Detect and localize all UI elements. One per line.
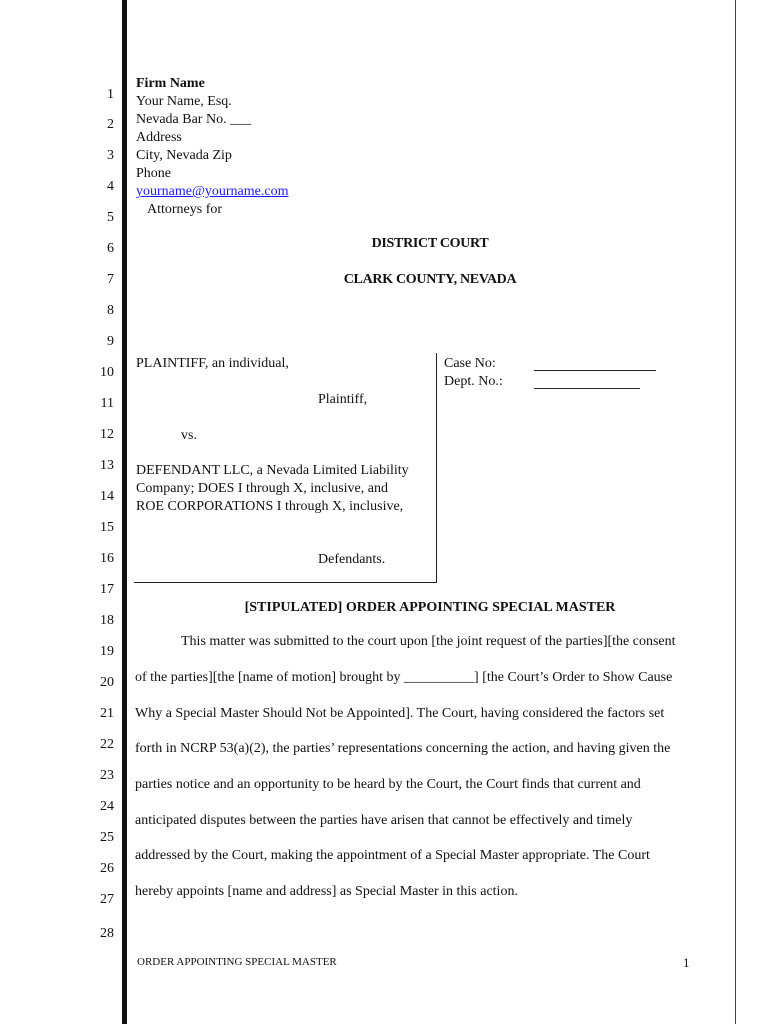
line-number: 11 <box>100 396 114 411</box>
line-number: 21 <box>100 706 114 721</box>
plaintiff-name: PLAINTIFF, an individual, <box>136 356 289 371</box>
defendant-line-3: ROE CORPORATIONS I through X, inclusive, <box>136 499 404 514</box>
attorney-name: Your Name, Esq. <box>136 94 232 109</box>
defendant-line-1: DEFENDANT LLC, a Nevada Limited Liability <box>136 463 409 478</box>
case-number-blank <box>534 355 656 371</box>
right-margin-rule <box>735 0 736 1024</box>
court-county: CLARK COUNTY, NEVADA <box>343 272 517 287</box>
defendant-role: Defendants. <box>318 552 386 567</box>
firm-city: City, Nevada Zip <box>136 148 232 163</box>
line-number: 4 <box>107 179 114 194</box>
line-number-clipped <box>88 922 118 941</box>
line-number: 9 <box>107 334 114 349</box>
line-number: 1 <box>107 87 114 102</box>
dept-number-label: Dept. No.: <box>444 374 503 389</box>
body-line-2: of the parties][the [name of motion] brought by __________] [the Court’s Order to Show Cause <box>135 670 673 685</box>
line-number: 17 <box>100 582 114 597</box>
line-number: 16 <box>100 551 114 566</box>
page-number: 1 <box>683 955 690 970</box>
caption-divider-horizontal <box>134 582 437 583</box>
line-number: 24 <box>100 799 114 814</box>
case-number-label: Case No: <box>444 356 496 371</box>
line-number: 28 <box>100 926 114 941</box>
firm-address: Address <box>136 130 182 145</box>
line-number: 10 <box>100 365 114 380</box>
line-number: 20 <box>100 675 114 690</box>
line-number: 19 <box>100 644 114 659</box>
dept-number-blank <box>534 373 640 389</box>
caption-divider-vertical <box>436 353 437 583</box>
line-number: 18 <box>100 613 114 628</box>
line-number: 15 <box>100 520 114 535</box>
line-number: 26 <box>100 861 114 876</box>
line-number: 22 <box>100 737 114 752</box>
line-number: 25 <box>100 830 114 845</box>
document-title: [STIPULATED] ORDER APPOINTING SPECIAL MASTER <box>244 600 616 615</box>
firm-phone: Phone <box>136 166 171 181</box>
body-line-1: This matter was submitted to the court upon [the joint request of the parties][the consent <box>181 634 676 649</box>
plaintiff-role: Plaintiff, <box>318 392 368 407</box>
left-margin-rule <box>122 0 127 1024</box>
line-number: 27 <box>100 892 114 907</box>
court-name: DISTRICT COURT <box>371 236 489 251</box>
line-number: 13 <box>100 458 114 473</box>
line-number: 7 <box>107 272 114 287</box>
line-number: 8 <box>107 303 114 318</box>
defendant-line-2: Company; DOES I through X, inclusive, and <box>136 481 388 496</box>
email-link[interactable]: yourname@yourname.com <box>136 184 289 199</box>
body-line-4: forth in NCRP 53(a)(2), the parties’ representations concerning the action, and having given the <box>135 741 671 756</box>
body-line-7: addressed by the Court, making the appointment of a Special Master appropriate. The Court <box>135 848 650 863</box>
body-line-3: Why a Special Master Should Not be Appointed]. The Court, having considered the factors set <box>135 706 665 721</box>
line-number: 5 <box>107 210 114 225</box>
line-number: 23 <box>100 768 114 783</box>
line-number: 2 <box>107 117 114 132</box>
bar-number: Nevada Bar No. ___ <box>136 112 252 127</box>
line-number: 12 <box>100 427 114 442</box>
attorneys-for: Attorneys for <box>147 202 223 217</box>
body-line-8: hereby appoints [name and address] as Special Master in this action. <box>135 884 518 899</box>
line-number: 3 <box>107 148 114 163</box>
body-line-5: parties notice and an opportunity to be heard by the Court, the Court finds that current and <box>135 777 641 792</box>
versus: vs. <box>181 428 197 443</box>
firm-name: Firm Name <box>136 76 205 91</box>
footer-title: ORDER APPOINTING SPECIAL MASTER <box>137 956 337 968</box>
body-line-6: anticipated disputes between the parties have arisen that cannot be effectively and timely <box>135 813 633 828</box>
line-number: 14 <box>100 489 114 504</box>
line-number: 6 <box>107 241 114 256</box>
